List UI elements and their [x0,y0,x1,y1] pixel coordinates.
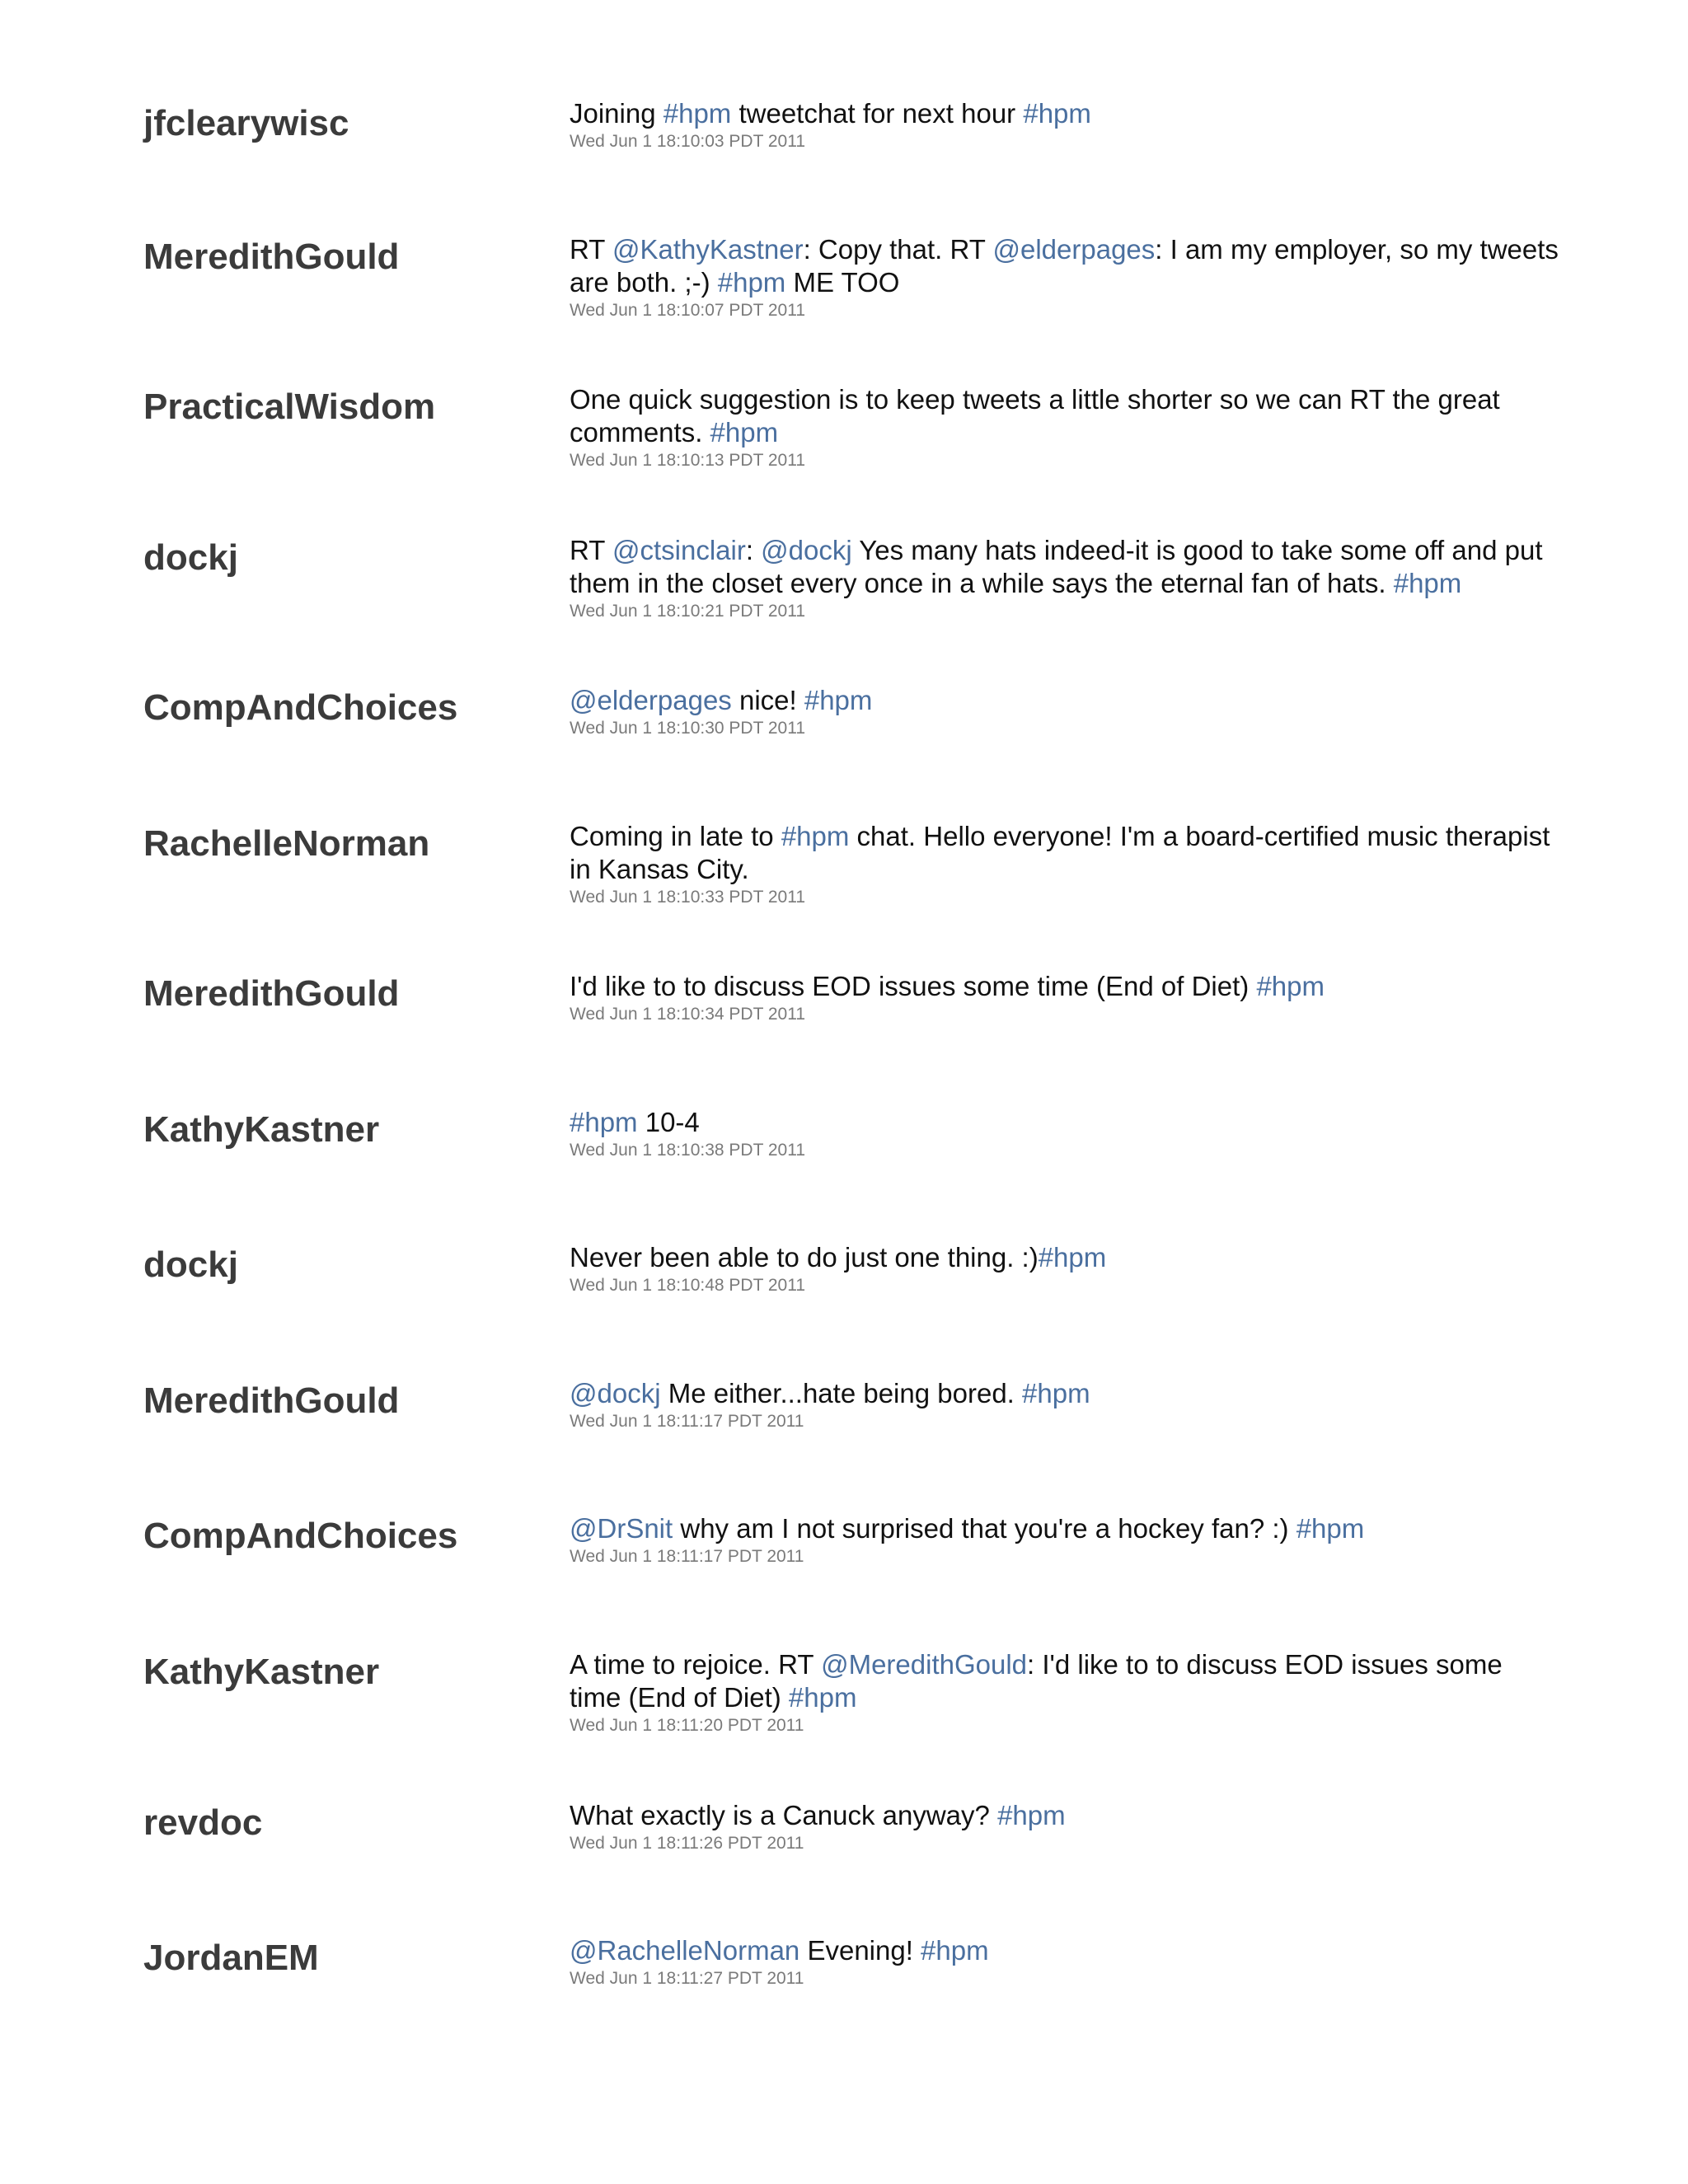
tweet-timestamp: Wed Jun 1 18:10:33 PDT 2011 [570,888,806,907]
hashtag-link[interactable]: #hpm [804,685,873,715]
tweet-text-segment: tweetchat for next hour [731,98,1024,129]
tweet-text-segment: I'd like to to discuss EOD issues some time (End of Diet) [570,971,1257,1001]
tweet-body [570,1106,1559,1161]
tweet-username[interactable]: CompAndChoices [143,1516,458,1556]
mention-link[interactable]: @MeredithGould [821,1649,1028,1680]
tweet-body [570,820,1559,908]
tweet-body [570,1799,1559,1854]
hashtag-link[interactable]: #hpm [1038,1242,1107,1272]
tweet-username[interactable]: KathyKastner [143,1652,380,1692]
tweet-username[interactable]: jfclearywisc [143,103,349,143]
hashtag-link[interactable]: #hpm [781,821,850,851]
tweet-text-segment: chat. Hello everyone! I'm a board-certified music therapist in Kansas City. [570,821,1550,884]
tweet-text-segment: RT [570,234,612,265]
tweet-body [570,684,1559,739]
tweet-text-segment: 10-4 [637,1107,700,1137]
tweet-timestamp: Wed Jun 1 18:11:20 PDT 2011 [570,1716,804,1735]
tweet-text-segment: : I am my employer, so my tweets are both. ;-) [570,234,1559,298]
hashtag-link[interactable]: #hpm [570,1107,638,1137]
tweet-text [570,970,1559,1003]
tweet-timestamp: Wed Jun 1 18:11:27 PDT 2011 [570,1969,804,1988]
tweet-username[interactable]: CompAndChoices [143,687,458,728]
tweet-body [570,970,1559,1025]
tweet-text-segment: : [745,535,762,565]
hashtag-link[interactable]: #hpm [1296,1513,1365,1544]
tweet-text [570,534,1559,600]
mention-link[interactable]: @RachelleNorman [570,1935,800,1966]
tweet-text-segment: Yes many hats indeed-it is good to take some off and put them in the closet every once in a while says the eternal fan of hats. [570,535,1543,598]
tweet-text-segment: ME TOO [785,267,900,298]
mention-link[interactable]: @DrSnit [570,1513,673,1544]
tweet-text [570,1799,1559,1832]
hashtag-link[interactable]: #hpm [717,267,786,298]
tweet-text [570,1106,1559,1139]
mention-link[interactable]: @dockj [570,1378,661,1408]
tweet-username[interactable]: dockj [143,537,238,578]
hashtag-link[interactable]: #hpm [997,1800,1066,1830]
mention-link[interactable]: @KathyKastner [612,234,804,265]
hashtag-link[interactable]: #hpm [1022,1378,1090,1408]
tweet-text-segment: : Copy that. RT [803,234,993,265]
tweet-timestamp: Wed Jun 1 18:10:38 PDT 2011 [570,1141,806,1160]
hashtag-link[interactable]: #hpm [1256,971,1325,1001]
tweet-timestamp: Wed Jun 1 18:10:03 PDT 2011 [570,132,806,151]
tweet-body [570,97,1559,152]
tweet-username[interactable]: revdoc [143,1802,263,1843]
hashtag-link[interactable]: #hpm [1023,98,1091,129]
tweet-timestamp: Wed Jun 1 18:11:26 PDT 2011 [570,1834,804,1853]
tweet-username[interactable]: KathyKastner [143,1109,380,1150]
tweet-timestamp: Wed Jun 1 18:11:17 PDT 2011 [570,1412,804,1431]
tweet-body [570,1241,1559,1296]
hashtag-link[interactable]: #hpm [921,1935,989,1966]
tweet-text [570,1241,1559,1274]
hashtag-link[interactable]: #hpm [788,1682,857,1713]
tweet-username[interactable]: MeredithGould [143,1380,400,1421]
tweet-text-segment: What exactly is a Canuck anyway? [570,1800,998,1830]
tweet-body [570,1648,1559,1736]
mention-link[interactable]: @dockj [761,535,852,565]
tweet-text [570,1377,1559,1410]
hashtag-link[interactable]: #hpm [710,417,779,448]
tweet-text-segment: A time to rejoice. RT [570,1649,822,1680]
tweet-body [570,1377,1559,1432]
tweet-text-segment: nice! [731,685,804,715]
tweet-timestamp: Wed Jun 1 18:10:48 PDT 2011 [570,1276,806,1295]
tweet-timestamp: Wed Jun 1 18:11:17 PDT 2011 [570,1547,804,1566]
tweet-text [570,1648,1559,1714]
tweet-body [570,1512,1559,1568]
hashtag-link[interactable]: #hpm [1393,568,1462,598]
tweet-text [570,820,1559,886]
tweet-text [570,233,1559,299]
tweet-text [570,97,1559,130]
tweet-text-segment: Evening! [799,1935,921,1966]
tweet-text [570,383,1559,449]
mention-link[interactable]: @elderpages [570,685,732,715]
tweet-timestamp: Wed Jun 1 18:10:30 PDT 2011 [570,719,806,738]
tweet-timestamp: Wed Jun 1 18:10:34 PDT 2011 [570,1005,806,1024]
tweet-text-segment: Me either...hate being bored. [660,1378,1023,1408]
tweet-body [570,1934,1559,1990]
tweet-text [570,684,1559,717]
tweet-text-segment: Never been able to do just one thing. :) [570,1242,1039,1272]
tweet-username[interactable]: PracticalWisdom [143,387,436,427]
tweet-username[interactable]: RachelleNorman [143,823,430,864]
tweet-username[interactable]: MeredithGould [143,237,400,277]
tweet-text [570,1934,1559,1967]
tweet-username[interactable]: MeredithGould [143,973,400,1014]
tweet-text [570,1512,1559,1545]
tweet-text-segment: Coming in late to [570,821,781,851]
tweet-body [570,383,1559,471]
tweet-timestamp: Wed Jun 1 18:10:21 PDT 2011 [570,602,806,621]
tweet-timestamp: Wed Jun 1 18:10:13 PDT 2011 [570,451,806,470]
tweet-body [570,233,1559,321]
mention-link[interactable]: @elderpages [992,234,1156,265]
tweet-text-segment: RT [570,535,612,565]
mention-link[interactable]: @ctsinclair [612,535,746,565]
tweet-body [570,534,1559,622]
tweet-text-segment: One quick suggestion is to keep tweets a little shorter so we can RT the great comments. [570,384,1500,448]
hashtag-link[interactable]: #hpm [663,98,732,129]
tweet-text-segment: : I'd like to to discuss EOD issues some time (End of Diet) [570,1649,1503,1713]
tweet-text-segment: why am I not surprised that you're a hockey fan? :) [673,1513,1296,1544]
tweet-username[interactable]: dockj [143,1244,238,1285]
tweet-username[interactable]: JordanEM [143,1938,319,1978]
tweet-timestamp: Wed Jun 1 18:10:07 PDT 2011 [570,301,806,320]
tweet-text-segment: Joining [570,98,663,129]
